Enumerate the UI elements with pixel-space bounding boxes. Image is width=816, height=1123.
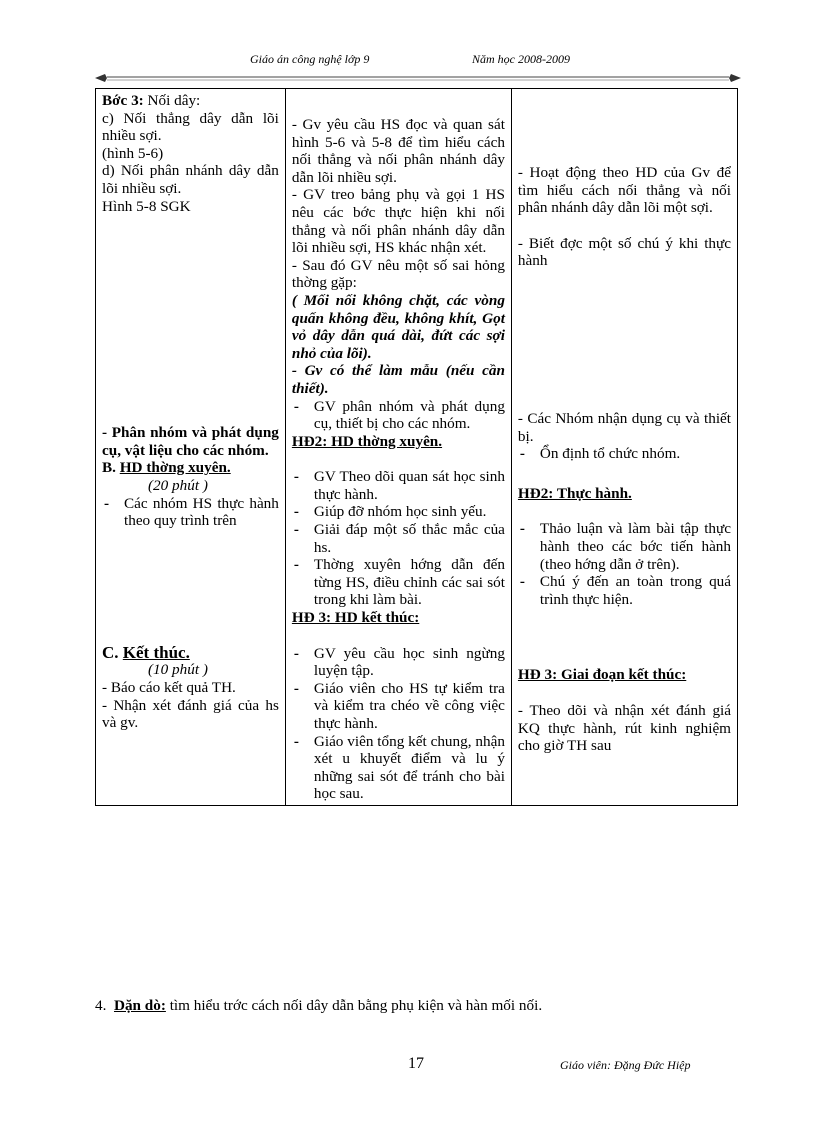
- homework-line: [95, 997, 755, 1015]
- section-c-title: Kết thúc.: [122, 642, 190, 662]
- homework-number: 4.: [95, 997, 107, 1014]
- step-label: Bớc 3:: [102, 92, 144, 109]
- list-item: - Thảo luận và làm bài tập thực hành theo các bớc tiến hành (theo hớng dẫn ở trên).: [518, 520, 731, 573]
- homework-text: tìm hiểu trớc cách nối dây dẫn bằng phụ kiện và hàn mối nối.: [165, 997, 543, 1014]
- table-row: [96, 89, 738, 806]
- list-item: - Chú ý đến an toàn trong quá trình thực hiện.: [518, 573, 731, 608]
- list-item: - GV Theo dõi quan sát học sinh thực hành.: [292, 468, 505, 503]
- teacher-paragraph-2: - GV treo bảng phụ và gọi 1 HS nêu các bớc thực hiện khi nối thẳng và nối phân nhánh dây dẫn lõi nhiều sợi, HS khác nhận xét.: [291, 186, 505, 257]
- list-item: - Giải đáp một số thắc mắc của hs.: [292, 521, 505, 556]
- teacher-paragraph-3: - Sau đó GV nêu một số sai hỏng thờng gặp:: [291, 256, 505, 292]
- step-text: Nối dây:: [143, 92, 201, 109]
- teacher-paragraph-1: - Gv yêu cầu HS đọc và quan sát hình 5-6 và 5-8 để tìm hiểu cách nối thẳng và nối phân nhánh dây dẫn lõi nhiều sợi.: [291, 116, 505, 186]
- item-c-figure: (hình 5-6): [102, 144, 164, 162]
- summary-line-2: - Nhận xét đánh giá của hs và gv.: [102, 696, 279, 732]
- item-c: c) Nối thẳng dây dẫn lõi nhiều sợi.: [102, 109, 279, 145]
- item-d: d) Nối phân nhánh dây dẫn lõi nhiều sợi.: [102, 162, 279, 197]
- lesson-table: [95, 88, 738, 806]
- homework-label: Dặn dò:: [113, 997, 166, 1014]
- teacher-signature: Giáo viên: Đặng Đức Hiệp: [560, 1058, 691, 1072]
- item-d-figure: Hình 5-8 SGK: [102, 197, 191, 215]
- list-item: - GV phân nhóm và phát dụng cụ, thiết bị cho các nhóm.: [292, 398, 505, 433]
- section-b-title: HD thờng xuyên.: [119, 459, 231, 477]
- page-header: [250, 52, 670, 70]
- content-column: [96, 89, 286, 806]
- hd3-final-heading: HĐ 3: Giai đoạn kết thúc:: [517, 666, 687, 684]
- hd3-heading: HĐ 3: HD kết thúc:: [291, 609, 420, 627]
- list-item: - Giáo viên cho HS tự kiểm tra và kiểm tra chéo về công việc thực hành.: [292, 680, 505, 733]
- list-item: - Giúp đỡ nhóm học sinh yếu.: [292, 503, 505, 521]
- summary-line-1: - Báo cáo kết quả TH.: [102, 678, 236, 696]
- list-item: - Ổn định tổ chức nhóm.: [518, 445, 731, 463]
- list-item: - Thờng xuyên hớng dẫn đến từng HS, điều chỉnh các sai sót trong khi làm bài.: [292, 556, 505, 609]
- student-paragraph-1: - Hoạt động theo HD của Gv để tìm hiểu cách nối thẳng và nối phân nhánh dây dẫn lõi một sợi.: [517, 164, 731, 217]
- student-paragraph-2: - Biết đợc một số chú ý khi thực hành: [517, 234, 731, 270]
- hd2-practice-heading: HĐ2: Thực hành.: [517, 484, 632, 502]
- student-activity-column: [511, 89, 737, 806]
- section-b-label: B.: [102, 459, 116, 477]
- page-number: 17: [408, 1055, 424, 1072]
- section-c-label: C.: [102, 642, 119, 662]
- header-subject: Giáo án công nghệ lớp 9: [250, 52, 370, 66]
- header-school-year: Năm học 2008-2009: [472, 52, 570, 66]
- list-item: - Các nhóm HS thực hành theo quy trình trên: [102, 495, 279, 530]
- student-paragraph-3: - Các Nhóm nhận dụng cụ và thiết bị.: [517, 409, 731, 445]
- student-paragraph-4: - Theo dõi và nhận xét đánh giá KQ thực hành, rút kinh nghiệm cho giờ TH sau: [517, 701, 731, 755]
- list-item: - Giáo viên tổng kết chung, nhận xét u khuyết điểm và lu ý những sai sót để tránh cho bài học sau.: [292, 733, 505, 803]
- header-ornament-rule: [93, 72, 743, 84]
- teacher-activity-column: [285, 89, 511, 806]
- demo-note: - Gv có thể làm mẫu (nếu cần thiết).: [291, 362, 505, 397]
- common-mistakes: ( Mối nối không chặt, các vòng quấn không đều, không khít, Gọt vỏ dây dẫn quá dài, đứt các sợi nhỏ của lõi).: [291, 291, 505, 362]
- hd2-heading: HĐ2: HD thờng xuyên.: [291, 432, 443, 450]
- list-item: - GV yêu cầu học sinh ngừng luyện tập.: [292, 645, 505, 680]
- section-c-time: (10 phút ): [148, 661, 208, 679]
- divide-groups: - Phân nhóm và phát dụng cụ, vật liệu cho các nhóm.: [102, 424, 279, 459]
- section-b-time: (20 phút ): [148, 476, 208, 494]
